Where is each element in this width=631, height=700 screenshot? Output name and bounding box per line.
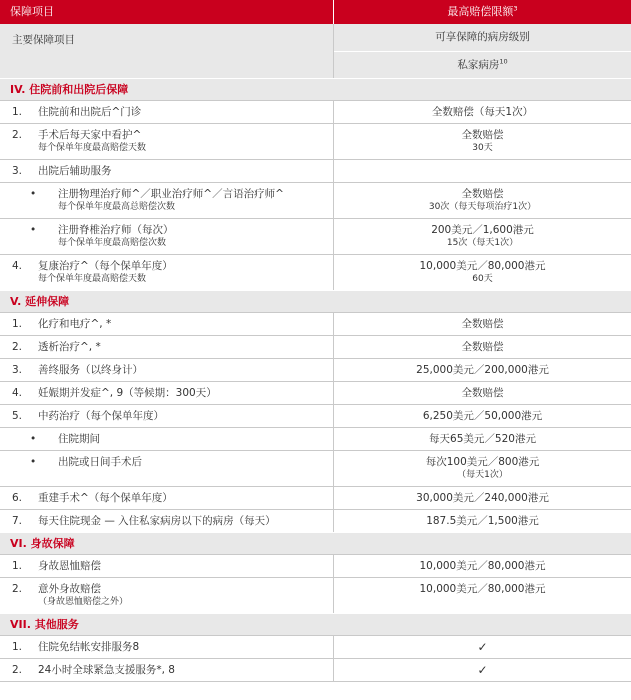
row-value-cell [333,382,631,404]
row-sublabel: 每个保单年度最高赔偿天数 [38,274,147,284]
row-label-cell [0,510,333,532]
row-number: 4. [12,260,23,272]
table-row [0,182,631,218]
row-label: 住院免结帐安排服务8 [38,641,140,653]
row-value: 全数赔偿 [461,129,504,141]
row-value-cell [333,405,631,427]
row-value-cell [333,555,631,577]
row-label: 住院前和出院后^门诊 [38,106,142,118]
table-row [0,450,631,486]
table-row [0,159,631,182]
row-number: 1. [12,318,23,330]
row-value-cell [333,510,631,532]
row-label-cell [0,659,333,681]
row-value-cell [333,659,631,681]
table-row [0,123,631,159]
private-room-text: 私家病房 [457,59,500,71]
row-number: 1. [12,641,23,653]
row-label-cell [0,555,333,577]
row-number: 4. [12,387,23,399]
row-label-cell [0,183,333,218]
table-body [0,78,631,682]
row-value-note: （每天1次） [457,470,508,480]
row-sublabel: 每个保单年度最高总赔偿次数 [58,202,176,212]
row-value-cell [333,101,631,123]
row-label-cell [0,313,333,335]
row-value-note: 30天 [472,143,493,153]
bullet-marker: • [30,433,37,445]
table-row [0,335,631,358]
row-label: 复康治疗^（每个保单年度） [38,260,173,272]
row-value: 全数赔偿 [461,188,504,200]
bullet-marker: • [30,224,37,236]
row-value: 全数赔偿 [461,387,504,399]
header-left-title: 保障项目 [10,5,54,18]
row-value-note: 60天 [472,274,493,284]
row-value-cell [333,255,631,290]
bullet-marker: • [30,456,37,468]
row-value-cell [333,183,631,218]
row-label-cell [0,359,333,381]
row-number: 2. [12,341,23,353]
row-label: 注册物理治疗师^／职业治疗师^／言语治疗师^ [58,188,284,200]
row-number: 3. [12,364,23,376]
row-label-cell [0,160,333,182]
row-sublabel: 每个保单年度最高赔偿次数 [58,238,167,248]
table-row [0,577,631,613]
row-value-cell [333,428,631,450]
row-value: 10,000美元／80,000港元 [419,260,546,272]
row-label: 意外身故赔偿 [38,583,101,595]
row-label: 出院后辅助服务 [38,165,112,177]
section-title: V. 延伸保障 [10,295,70,308]
row-label-cell [0,451,333,486]
row-value-cell [333,578,631,613]
row-label-cell [0,382,333,404]
section-title: VII. 其他服务 [10,618,79,631]
row-label: 透析治疗^, * [38,341,101,353]
section-title: VI. 身故保障 [10,537,75,550]
row-value: 200美元／1,600港元 [431,224,534,236]
row-label: 身故恩恤赔偿 [38,560,101,572]
row-number: 1. [12,106,23,118]
row-label-cell [0,578,333,613]
row-value: 全数赔偿 [461,341,504,353]
row-label-cell [0,255,333,290]
private-room-label [334,52,631,78]
row-sublabel: （身故恩恤赔偿之外） [38,597,129,607]
row-value: 25,000美元／200,000港元 [416,364,549,376]
row-value-cell [333,124,631,159]
row-label: 注册脊椎治疗师（每次） [58,224,174,236]
private-room-sup: 10 [499,57,508,66]
row-label-cell [0,101,333,123]
table-header [0,0,631,24]
row-value: 6,250美元／50,000港元 [422,410,543,422]
row-number: 1. [12,560,23,572]
row-label: 出院或日间手术后 [58,456,142,468]
room-class-label: 可享保障的病房级别 [334,24,631,52]
row-value-cell [333,487,631,509]
row-value-cell [333,313,631,335]
row-label: 24小时全球紧急支援服务*, 8 [38,664,175,676]
row-label: 每天住院现金 — 入住私家病房以下的病房（每天） [38,515,276,527]
row-label: 手术后每天家中看护^ [38,129,142,141]
row-label: 住院期间 [58,433,100,445]
row-label-cell [0,636,333,658]
row-value: 187.5美元／1,500港元 [426,515,539,527]
row-label-cell [0,405,333,427]
table-row [0,358,631,381]
row-number: 5. [12,410,23,422]
table-row [0,404,631,427]
subheader-left: 主要保障项目 [12,34,75,46]
bullet-marker: • [30,188,37,200]
subheader-right [333,24,631,78]
row-value-note: 15次（每天1次） [446,238,519,248]
row-value: 每天65美元／520港元 [429,433,536,445]
header-right-title [333,0,631,24]
row-value: 全数赔偿（每天1次） [431,106,534,118]
row-value-cell [333,359,631,381]
row-number: 6. [12,492,23,504]
table-row [0,486,631,509]
table-row [0,427,631,450]
row-value: 10,000美元／80,000港元 [419,583,546,595]
table-row [0,312,631,335]
table-row [0,100,631,123]
table-row [0,381,631,404]
table-row [0,254,631,290]
row-label-cell [0,487,333,509]
table-row [0,509,631,532]
row-value-cell [333,219,631,254]
check-icon: ✓ [477,640,488,654]
check-icon: ✓ [477,663,488,677]
table-row [0,658,631,682]
table-row [0,635,631,658]
header-right-title-sup: 3 [513,4,518,13]
row-value-cell [333,336,631,358]
row-number: 2. [12,129,23,141]
section-header [0,290,631,312]
row-value: 10,000美元／80,000港元 [419,560,546,572]
section-header [0,532,631,554]
row-number: 2. [12,583,23,595]
table-row [0,218,631,254]
row-value-note: 30次（每天每项治疗1次） [428,202,537,212]
row-value-cell [333,636,631,658]
section-title: IV. 住院前和出院后保障 [10,83,129,96]
row-value-cell [333,451,631,486]
row-value: 每次100美元／800港元 [425,456,540,468]
row-number: 3. [12,165,23,177]
row-number: 7. [12,515,23,527]
row-label-cell [0,124,333,159]
section-header [0,78,631,100]
row-label: 化疗和电疗^, * [38,318,112,330]
row-label: 善终服务（以终身计） [38,364,143,376]
row-value: 全数赔偿 [461,318,504,330]
table-row [0,554,631,577]
row-label-cell [0,219,333,254]
row-sublabel: 每个保单年度最高赔偿天数 [38,143,147,153]
section-header [0,613,631,635]
row-label-cell [0,336,333,358]
row-label: 中药治疗（每个保单年度） [38,410,164,422]
header-right-title-text: 最高赔偿限额 [447,5,514,18]
row-value-cell [333,160,631,182]
row-label-cell [0,428,333,450]
table-subheader [0,24,631,78]
row-label: 重建手术^（每个保单年度） [38,492,173,504]
row-number: 2. [12,664,23,676]
row-label: 妊娠期并发症^, 9（等候期：300天） [38,387,217,399]
row-value: 30,000美元／240,000港元 [416,492,549,504]
